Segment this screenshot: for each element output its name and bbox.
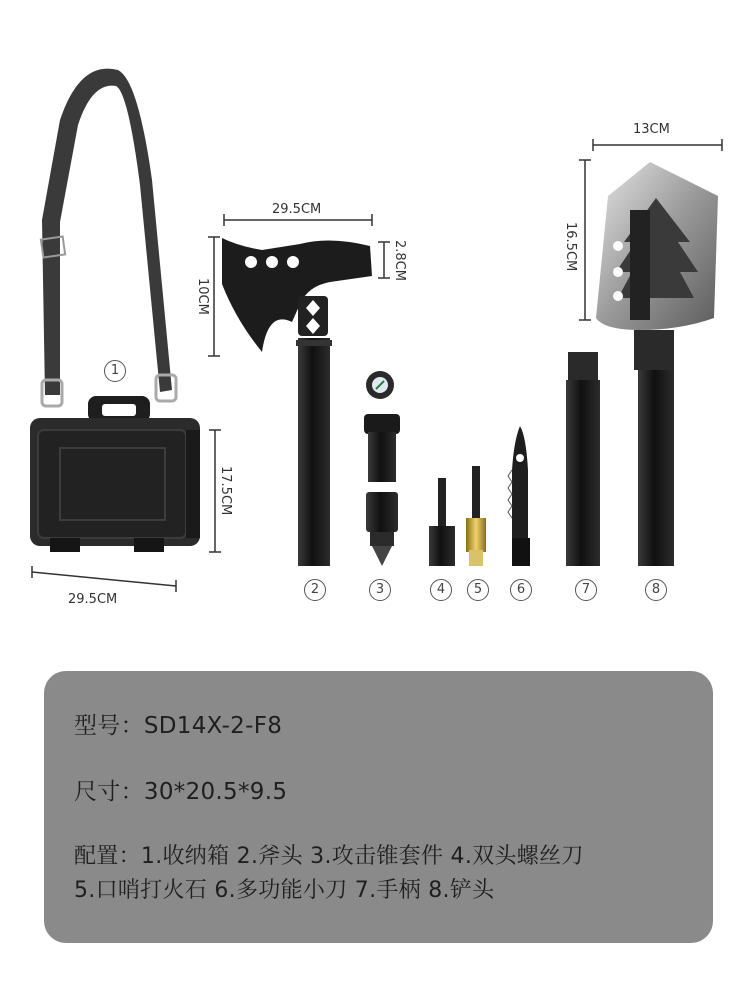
axe-height-label: 10CM: [195, 278, 210, 315]
item-number-6: 6: [510, 579, 532, 601]
item-number-5: 5: [467, 579, 489, 601]
axe-blade-label: 2.8CM: [392, 240, 407, 281]
item-number-8: 8: [645, 579, 667, 601]
spec-panel: [44, 671, 713, 943]
item-number-1: 1: [104, 360, 126, 382]
shovel-width-label: 13CM: [633, 122, 670, 137]
item-number-2: 2: [304, 579, 326, 601]
case-width-label: 29.5CM: [68, 592, 118, 607]
double-screwdriver: [429, 478, 455, 566]
item-number-3: 3: [369, 579, 391, 601]
size-spec: 尺寸：30*20.5*9.5: [74, 779, 288, 805]
case-height-label: 17.5CM: [218, 466, 233, 516]
config-spec-line-1: 配置：1.收纳箱 2.斧头 3.攻击锥套件 4.双头螺丝刀: [74, 844, 584, 869]
axe-tool: [222, 238, 372, 566]
model-spec: 型号：SD14X-2-F8: [74, 713, 283, 739]
item-number-7: 7: [575, 579, 597, 601]
shovel-height-label: 16.5CM: [563, 222, 578, 272]
axe-width-label: 29.5CM: [272, 202, 322, 217]
handle-tube: [566, 352, 600, 566]
whistle-flint: [466, 466, 486, 566]
storage-case: [30, 396, 200, 552]
item-number-4: 4: [430, 579, 452, 601]
shoulder-strap: [41, 69, 176, 406]
config-spec-line-2: 5.口哨打火石 6.多功能小刀 7.手柄 8.铲头: [74, 878, 495, 903]
multi-knife: [508, 426, 530, 566]
shovel-tool: [596, 162, 718, 566]
attack-cone-kit: [364, 371, 400, 566]
